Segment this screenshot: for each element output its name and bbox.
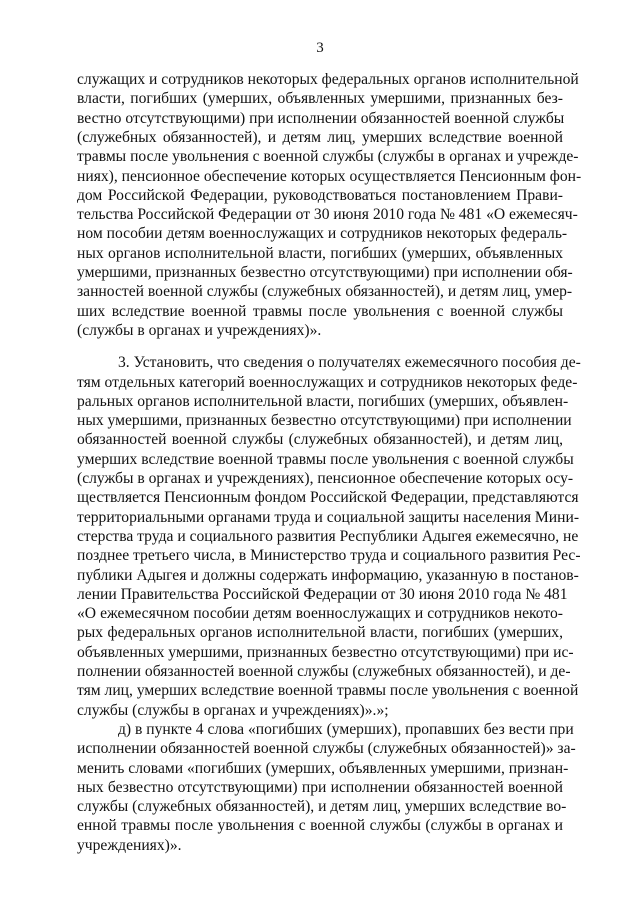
text-line: службы (служебных обязанностей), и детям лиц, умерших вследствие во- [77, 798, 567, 816]
text-line: позднее третьего числа, в Министерство труда и социального развития Рес- [77, 547, 581, 565]
text-line: ных органов исполнительной власти, погибших (умерших, объявленных [77, 244, 563, 262]
text-line: тям лиц, умерших вследствие военной травмы после увольнения с военной [77, 682, 579, 700]
text-line: травмы после увольнения с военной службы (службы в органах и учрежде- [77, 148, 579, 166]
text-line: тельства Российской Федерации от 30 июня 2010 года № 481 «О ежемесяч- [77, 206, 578, 224]
text-line: публики Адыгея и должны содержать информацию, указанную в постанов- [77, 566, 579, 584]
text-line: (служебных обязанностей), и детям лиц, умерших вследствие военной [77, 128, 563, 146]
text-line: власти, погибших (умерших, объявленных умершими, признанных без- [77, 90, 563, 108]
text-line: ществляется Пенсионным фондом Российской Федерации, представляются [77, 489, 579, 507]
text-line: енной травмы после увольнения с военной службы (службы в органах и [77, 817, 563, 835]
text-line: ниях), пенсионное обеспечение которых осуществляется Пенсионным фон- [77, 167, 582, 185]
text-line: обязанностей военной службы (служебных обязанностей), и детям лиц, [77, 431, 563, 449]
text-line: стерства труда и социального развития Республики Адыгея ежемесячно, не [77, 527, 579, 545]
text-line: «О ежемесячном пособии детям военнослужащих и сотрудников некото- [77, 605, 563, 623]
text-line: объявленных умершими, признанных безвестно отсутствующими) при ис- [77, 643, 574, 661]
text-line: лении Правительства Российской Федерации от 30 июня 2010 года № 481 [77, 585, 568, 603]
text-line: д) в пункте 4 слова «погибших (умерших), пропавших без вести при [118, 720, 574, 738]
text-line: ных умершими, признанных безвестно отсутствующими) при исполнении [77, 412, 572, 430]
text-line: службы (службы в органах и учреждениях)».»; [77, 701, 389, 719]
text-line: умершими, признанных безвестно отсутствующими) при исполнении обя- [77, 264, 573, 281]
text-line: дом Российской Федерации, руководствоваться постановлением Прави- [77, 186, 563, 204]
text-line: 3. Установить, что сведения о получателях ежемесячного пособия де- [118, 354, 581, 372]
text-line: ших вследствие военной травмы после увольнения с военной службы [77, 302, 563, 320]
text-line: менить словами «погибших (умерших, объявленных умершими, признан- [77, 759, 569, 777]
text-line: ном пособии детям военнослужащих и сотрудников некоторых федераль- [77, 225, 568, 243]
text-line: исполнении обязанностей военной службы (служебных обязанностей)» за- [77, 740, 576, 758]
text-line: ных безвестно отсутствующими) при исполнении обязанностей военной [77, 778, 563, 796]
text-line: служащих и сотрудников некоторых федеральных органов исполнительной [77, 71, 579, 88]
text-line: тям отдельных категорий военнослужащих и сотрудников некоторых феде- [77, 373, 578, 391]
text-line: (службы в органах и учреждениях)». [77, 321, 322, 339]
text-line: территориальными органами труда и социальной защиты населения Мини- [77, 508, 580, 526]
text-line: (службы в органах и учреждениях), пенсионное обеспечение которых осу- [77, 470, 574, 487]
page-number: 3 [316, 40, 324, 56]
text-line: рых федеральных органов исполнительной власти, погибших (умерших, [77, 624, 563, 642]
text-line: ральных органов исполнительной власти, погибших (умерших, объявлен- [77, 392, 569, 410]
text-line: умерших вследствие военной травмы после увольнения с военной службы [77, 450, 574, 468]
text-line: полнении обязанностей военной службы (служебных обязанностей), и де- [77, 663, 571, 680]
text-line: вестно отсутствующими) при исполнении обязанностей военной службы [77, 109, 565, 127]
text-line: занностей военной службы (служебных обязанностей), и детям лиц, умер- [77, 283, 573, 301]
text-line: учреждениях)». [77, 836, 182, 854]
